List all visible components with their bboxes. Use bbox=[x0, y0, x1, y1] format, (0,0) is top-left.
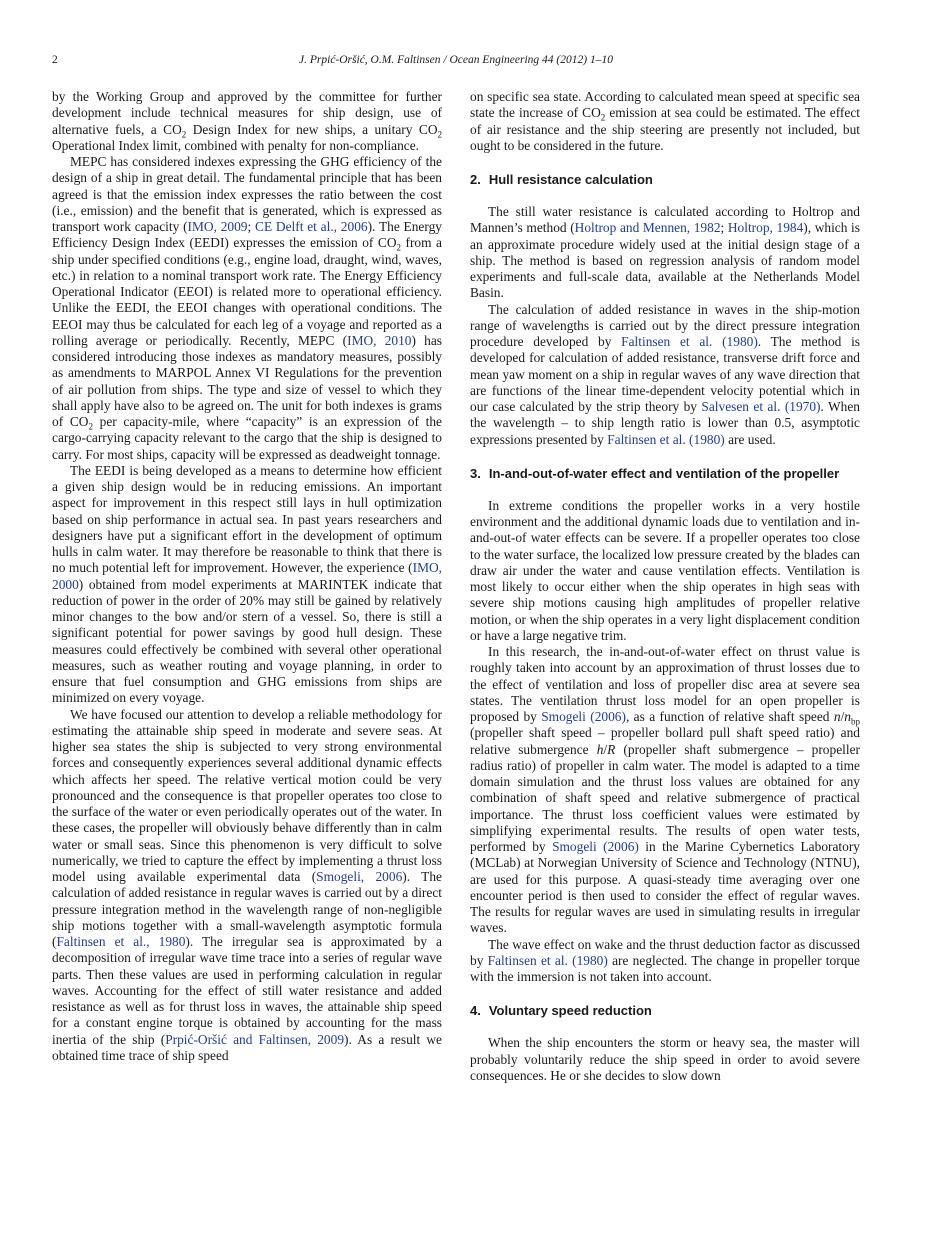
paragraph bbox=[470, 89, 860, 154]
page-header bbox=[52, 54, 860, 72]
paragraph bbox=[470, 937, 860, 986]
text-run: ). As a result we obtained time trace of ship speed bbox=[52, 1031, 442, 1063]
text-run: from a ship under specified conditions (e.g., engine load, draught, wind, waves, etc.) in relation to a nominal transport work rate. The Energy Efficiency Operational Indicator (EEOI) is related more to operational efficiency. Unlike the EEDI, the EEOI changes with operational conditions. The EEOI may thus be calculated for each leg of a voyage and reported as a rolling average or periodically. Recently, MEPC ( bbox=[52, 235, 442, 348]
subscript: 2 bbox=[181, 129, 187, 140]
citation-link[interactable]: Faltinsen et al., 1980 bbox=[56, 934, 186, 949]
text-run: ; bbox=[720, 220, 728, 236]
citation-link[interactable]: Faltinsen et al. (1980) bbox=[487, 952, 608, 968]
text-run: ). The calculation of added resistance in regular waves is carried out by a direct pressure integration method in the wavelength range of non-negligible ship motions together with a small-wavelength asymptotic formula ( bbox=[52, 869, 442, 949]
section-title: Voluntary speed reduction bbox=[488, 1003, 652, 1019]
paragraph bbox=[52, 154, 442, 463]
section-title: Hull resistance calculation bbox=[488, 172, 653, 187]
paragraph bbox=[52, 463, 442, 707]
section-title: In-and-out-of-water effect and ventilation of the propeller bbox=[488, 465, 840, 481]
citation-link[interactable]: Faltinsen et al. (1980) bbox=[621, 334, 758, 349]
text-run: ) obtained from model experiments at MARINTEK indicate that reduction of power in the order of 20% may still be gained by relatively minor changes to the bow and/or stern of a vessel. So, there is still a significant potential for power savings by good hull design. These measures could effectively be combined with several other operational measures, such as weather routing and voyage planning, in order to ensure that fuel consumption and GHG emissions from ships are minimized on every voyage. bbox=[52, 576, 442, 706]
citation-link[interactable]: Holtrop, 1984 bbox=[727, 220, 804, 236]
text-run: . When the wavelength – to ship length ratio is lower than 0.5, asymptotic expressions presented by bbox=[470, 399, 860, 447]
section-heading bbox=[470, 172, 860, 188]
text-run: ; bbox=[247, 219, 256, 234]
text-run: are neglected. The change in propeller torque with the immersion is not taken into account. bbox=[470, 952, 860, 984]
text-run: MEPC has considered indexes expressing the GHG efficiency of the design of a ship in great detail. The fundamental principle that has been agreed is that the emission index expresses the ratio between the cost (i.e., emission) and the benefit that is generated, which is expressed as transport work capacity ( bbox=[52, 154, 442, 234]
paragraph bbox=[470, 204, 860, 302]
section-number: 2. bbox=[470, 172, 481, 187]
subscript: 2 bbox=[437, 129, 442, 140]
left-column bbox=[52, 89, 442, 1064]
running-head: J. Prpić-Oršić, O.M. Faltinsen / Ocean Engineering 44 (2012) 1–10 bbox=[299, 54, 613, 66]
section-number: 3. bbox=[470, 465, 481, 481]
text-run: ). The Energy Efficiency Design Index (EEDI) expresses the emission of CO bbox=[52, 219, 442, 251]
citation-link[interactable]: CE Delft et al., 2006 bbox=[255, 219, 368, 234]
citation-link[interactable]: Prpić-Oršić and Faltinsen, 2009 bbox=[165, 1031, 345, 1047]
section-heading bbox=[470, 1003, 860, 1019]
text-run: When the ship encounters the storm or heavy sea, the master will probably voluntarily reduce the ship speed in order to avoid severe consequences. He or she decides to slow down bbox=[470, 1035, 860, 1083]
text-run: per capacity-mile, where “capacity” is an expression of the cargo-carrying capacity relevant to the cargo that the ship is designed to carry. For most ships, capacity will be expressed as deadweight tonnage. bbox=[52, 414, 442, 462]
citation-link[interactable]: Smogeli, 2006 bbox=[316, 869, 403, 884]
citation-link[interactable]: Faltinsen et al. (1980) bbox=[607, 431, 725, 447]
text-run: We have focused our attention to develop a reliable methodology for estimating the attainable ship speed in moderate and severe seas. At higher sea states the ship is subjected to very strong environmental forces and consequently experiences several additional dynamic effects which affects her speed. The relative vertical motion could be very pronounced and the consequence is that propeller operates too close to the surface of the water or even periodically operates out of the water. In these cases, the propeller will obviously behave differently than in calm water or small seas. Since this phenomenon is very difficult to solve numerically, we tried to capture the effect by implementing a thrust loss model using available experimental data ( bbox=[52, 706, 442, 884]
math-variable: R bbox=[607, 741, 616, 757]
paragraph bbox=[52, 89, 442, 154]
math-variable: n bbox=[833, 709, 841, 724]
paragraph bbox=[52, 707, 442, 1065]
text-run: , as a function of relative shaft speed bbox=[625, 709, 834, 724]
paragraph bbox=[470, 498, 860, 644]
text-run: The calculation of added resistance in waves in the ship-motion range of wavelengths is carried out by the direct pressure integration procedure developed by bbox=[470, 301, 860, 349]
citation-link[interactable]: IMO, 2009 bbox=[187, 219, 248, 234]
text-run: by the Working Group and approved by the committee for further development include technical measures for ship design, use of alternative fuels, a CO bbox=[52, 89, 442, 137]
text-run: ), which is an approximate procedure widely used at the initial design stage of a ship. The method is based on regression analysis of random model experiments and full-scale data, available at the Netherlands Model Basin. bbox=[470, 220, 860, 301]
math-variable: h bbox=[596, 741, 604, 757]
text-run: In this research, the in-and-out-of-water effect on thrust value is roughly taken into account by an approximation of thrust losses due to the effect of ventilation and loss of propeller disc area at severe sea states. The ventilation thrust loss model for an open propeller is proposed by bbox=[470, 644, 860, 724]
paragraph bbox=[470, 644, 860, 937]
citation-link[interactable]: IMO, 2000 bbox=[52, 560, 442, 592]
text-run: / bbox=[840, 709, 845, 724]
citation-link[interactable]: Smogeli (2006) bbox=[541, 709, 626, 724]
text-run: are used. bbox=[724, 431, 776, 447]
section-heading bbox=[470, 466, 860, 482]
math-variable: n bbox=[844, 709, 851, 724]
subscript: 2 bbox=[88, 421, 93, 432]
text-run: In extreme conditions the propeller works in a very hostile environment and the additional dynamic loads due to ventilation and in-and-out-of water effects can be severe. If a propeller operates too close to the water surface, the localized low pressure created by the blades can draw air under the water and cause ventilation effects. Ventilation is most likely to occur either when the ship operates in high seas with severe ship motions causing high amplitudes of propeller relative motion, or when the ship operates in a very light displacement condition or have a large negative trim. bbox=[470, 497, 860, 643]
text-run: ). The irregular sea is approximated by a decomposition of irregular wave time trace into a series of regular wave parts. Then these values are used in performing calculation in regular waves. Accounting for the effect of still water resistance and added resistance as well as for thrust loss in waves, the attainable ship speed for a constant engine torque is obtained by accounting for the mass inertia of the ship ( bbox=[52, 934, 442, 1047]
text-run: The still water resistance is calculated according to Holtrop and Mannen’s method ( bbox=[470, 204, 860, 236]
paragraph bbox=[470, 1035, 860, 1084]
text-run: (propeller shaft submergence – propeller radius ratio) of propeller in calm water. The model is adapted to a time domain simulation and the thrust loss values are obtained for any combination of shaft speed and relative submergence of practical importance. The thrust loss coefficient values were estimated by simplifying experimental results. The results of open water tests, performed by bbox=[470, 741, 860, 854]
text-run: emission at sea could be estimated. The effect of air resistance and the ship steering are presently not included, but ought to be considered in the future. bbox=[470, 105, 860, 153]
subscript: bp bbox=[851, 716, 860, 727]
text-run: in the Marine Cybernetics Laboratory (MCLab) at Norwegian University of Science and Technology (NTNU), are used for this purpose. A quasi-steady time averaging over one encounter period is then used to consider the effect of regular waves. The results for regular waves are used in simulating results in irregular waves. bbox=[470, 839, 860, 936]
citation-link[interactable]: IMO, 2010 bbox=[347, 332, 412, 348]
text-run: Design Index for new ships, a unitary CO bbox=[186, 121, 438, 137]
citation-link[interactable]: Smogeli (2006) bbox=[552, 839, 639, 854]
text-run: The EEDI is being developed as a means to determine how efficient a given ship design would be in reducing emissions. An important aspect for improvement in this respect still lays in hull optimization based on ship performance in actual sea. In past years researchers and designers have put a significant effort in the development of optimum hulls in calm water. It may therefore be reasonable to think that there is no much potential left for improvement. However, the experience ( bbox=[52, 462, 442, 576]
subscript: 2 bbox=[396, 242, 401, 253]
text-run: on specific sea state. According to calculated mean speed at specific sea state the increase of CO bbox=[470, 89, 860, 121]
citation-link[interactable]: Salvesen et al. (1970) bbox=[701, 399, 821, 414]
text-run: Operational Index limit, combined with penalty for non-compliance. bbox=[52, 137, 420, 153]
text-run: / bbox=[603, 741, 608, 757]
text-run: (propeller shaft speed – propeller bollard pull shaft speed ratio) and relative submergence bbox=[470, 725, 860, 757]
right-column bbox=[470, 89, 860, 1084]
text-run: The wave effect on wake and the thrust deduction factor as discussed by bbox=[470, 936, 860, 968]
subscript: 2 bbox=[600, 112, 606, 123]
page-number: 2 bbox=[52, 54, 58, 66]
section-number: 4. bbox=[470, 1003, 481, 1019]
text-run: . The method is developed for calculation of added resistance, transverse drift force and mean yaw moment on a ship in regular waves of any wave direction that are functions of the linear time-dependent velocity potential which in our case calculated by the strip theory by bbox=[470, 334, 860, 414]
citation-link[interactable]: Holtrop and Mennen, 1982 bbox=[574, 220, 721, 236]
paragraph bbox=[470, 302, 860, 448]
text-run: ) has considered introducing those indexes as mandatory measures, possibly as amendments to MARPOL Annex VI Regulations for the prevention of air pollution from ships. The type and size of vessel to which they shall apply have also to be agreed on. The unit for both indexes is grams of CO bbox=[52, 332, 442, 429]
